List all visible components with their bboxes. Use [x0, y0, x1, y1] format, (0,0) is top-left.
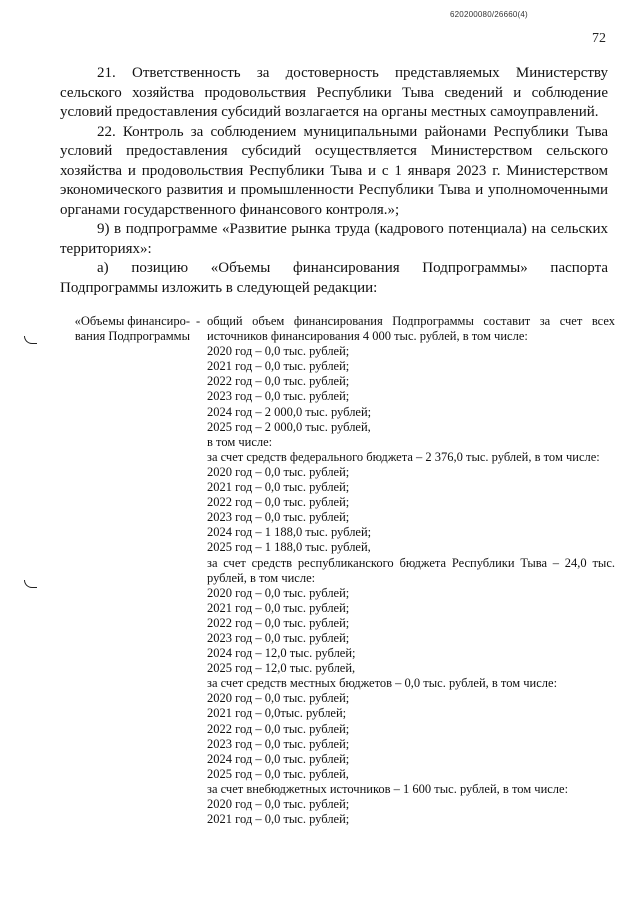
funding-line: 2022 год – 0,0 тыс. рублей;	[207, 495, 350, 510]
funding-line: за счет средств федерального бюджета – 2 376,0 тыс. рублей, в том числе:	[207, 449, 600, 464]
funding-line: 2021 год – 0,0 тыс. рублей;	[207, 600, 350, 615]
funding-line: 2025 год – 1 188,0 тыс. рублей,	[207, 540, 371, 555]
funding-line: 2024 год – 12,0 тыс. рублей;	[207, 646, 356, 661]
page-number: 72	[592, 31, 606, 46]
funding-line: 2021 год – 0,0тыс. рублей;	[207, 706, 347, 721]
scan-mark	[24, 580, 37, 588]
funding-line: за счет средств местных бюджетов – 0,0 тыс. рублей, в том числе:	[207, 676, 558, 691]
passport-dash: -	[196, 314, 201, 328]
funding-line: 2020 год – 0,0 тыс. рублей;	[207, 585, 350, 600]
funding-line: 2023 год – 0,0 тыс. рублей;	[207, 630, 350, 645]
scan-mark	[24, 336, 37, 344]
funding-line: 2024 год – 1 188,0 тыс. рублей;	[207, 525, 372, 540]
funding-line: 2021 год – 0,0 тыс. рублей;	[207, 480, 350, 495]
funding-line: 2025 год – 2 000,0 тыс. рублей,	[207, 419, 371, 434]
passport-label: «Объемы финансиро-вания Подпрограммы	[74, 314, 190, 344]
funding-line: 2023 год – 0,0 тыс. рублей;	[207, 510, 350, 525]
funding-line: в том числе:	[207, 434, 273, 449]
passport-items	[207, 314, 615, 827]
funding-line: 2023 год – 0,0 тыс. рублей;	[207, 736, 350, 751]
funding-line: 2020 год – 0,0 тыс. рублей;	[207, 344, 350, 359]
funding-line: 2020 год – 0,0 тыс. рублей;	[207, 691, 350, 706]
paragraph-item-a: а) позицию «Объемы финансирования Подпрограммы» паспорта Подпрограммы изложить в следующей редакции:	[60, 260, 608, 296]
funding-line: 2024 год – 0,0 тыс. рублей;	[207, 751, 350, 766]
funding-line: 2020 год – 0,0 тыс. рублей;	[207, 797, 350, 811]
funding-line: 2025 год – 12,0 тыс. рублей,	[207, 661, 356, 676]
funding-line: 2021 год – 0,0 тыс. рублей;	[207, 359, 350, 374]
paragraph-subprogram: 9) в подпрограмме «Развитие рынка труда (кадрового потенциала) на сельских территориях»:	[60, 221, 608, 257]
funding-line: 2021 год – 0,0 тыс. рублей;	[207, 812, 350, 827]
funding-line: 2025 год – 0,0 тыс. рублей,	[207, 766, 349, 781]
funding-line: 2022 год – 0,0 тыс. рублей;	[207, 374, 350, 389]
funding-line: 2023 год – 0,0 тыс. рублей;	[207, 389, 350, 404]
funding-line: 2024 год – 2 000,0 тыс. рублей;	[207, 404, 372, 419]
paragraph-22: 22. Контроль за соблюдением муниципальными районами Республики Тыва условий предоставления субсидий осуществляется Министерством сельского хозяйства и продовольствия Республики Тыва и с 1 января 2023 г. Министерством экономического развития и промышленности Республики Тыва и уполномоченными органами государственного финансового контроля.»;	[60, 123, 608, 218]
funding-line: 2020 год – 0,0 тыс. рублей;	[207, 464, 350, 479]
document-code: 620200080/26660(4)	[450, 10, 528, 19]
funding-line: 2022 год – 0,0 тыс. рублей;	[207, 721, 350, 736]
document-body	[60, 64, 608, 298]
funding-line: 2022 год – 0,0 тыс. рублей;	[207, 615, 350, 630]
funding-line: за счет внебюджетных источников – 1 600 тыс. рублей, в том числе:	[207, 781, 569, 796]
paragraph-21: 21. Ответственность за достоверность представляемых Министерству сельского хозяйства продовольствия Республики Тыва сведений и соблюдение условий предоставления субсидий возлагается на органы местных самоуправлений.	[60, 65, 608, 120]
funding-line: за счет средств республиканского бюджета Республики Тыва – 24,0 тыс. рублей, в том числе:	[207, 555, 615, 585]
funding-line: общий объем финансирования Подпрограммы составит за счет всех источников финансирования 4 000 тыс. рублей, в том числе:	[207, 314, 615, 344]
